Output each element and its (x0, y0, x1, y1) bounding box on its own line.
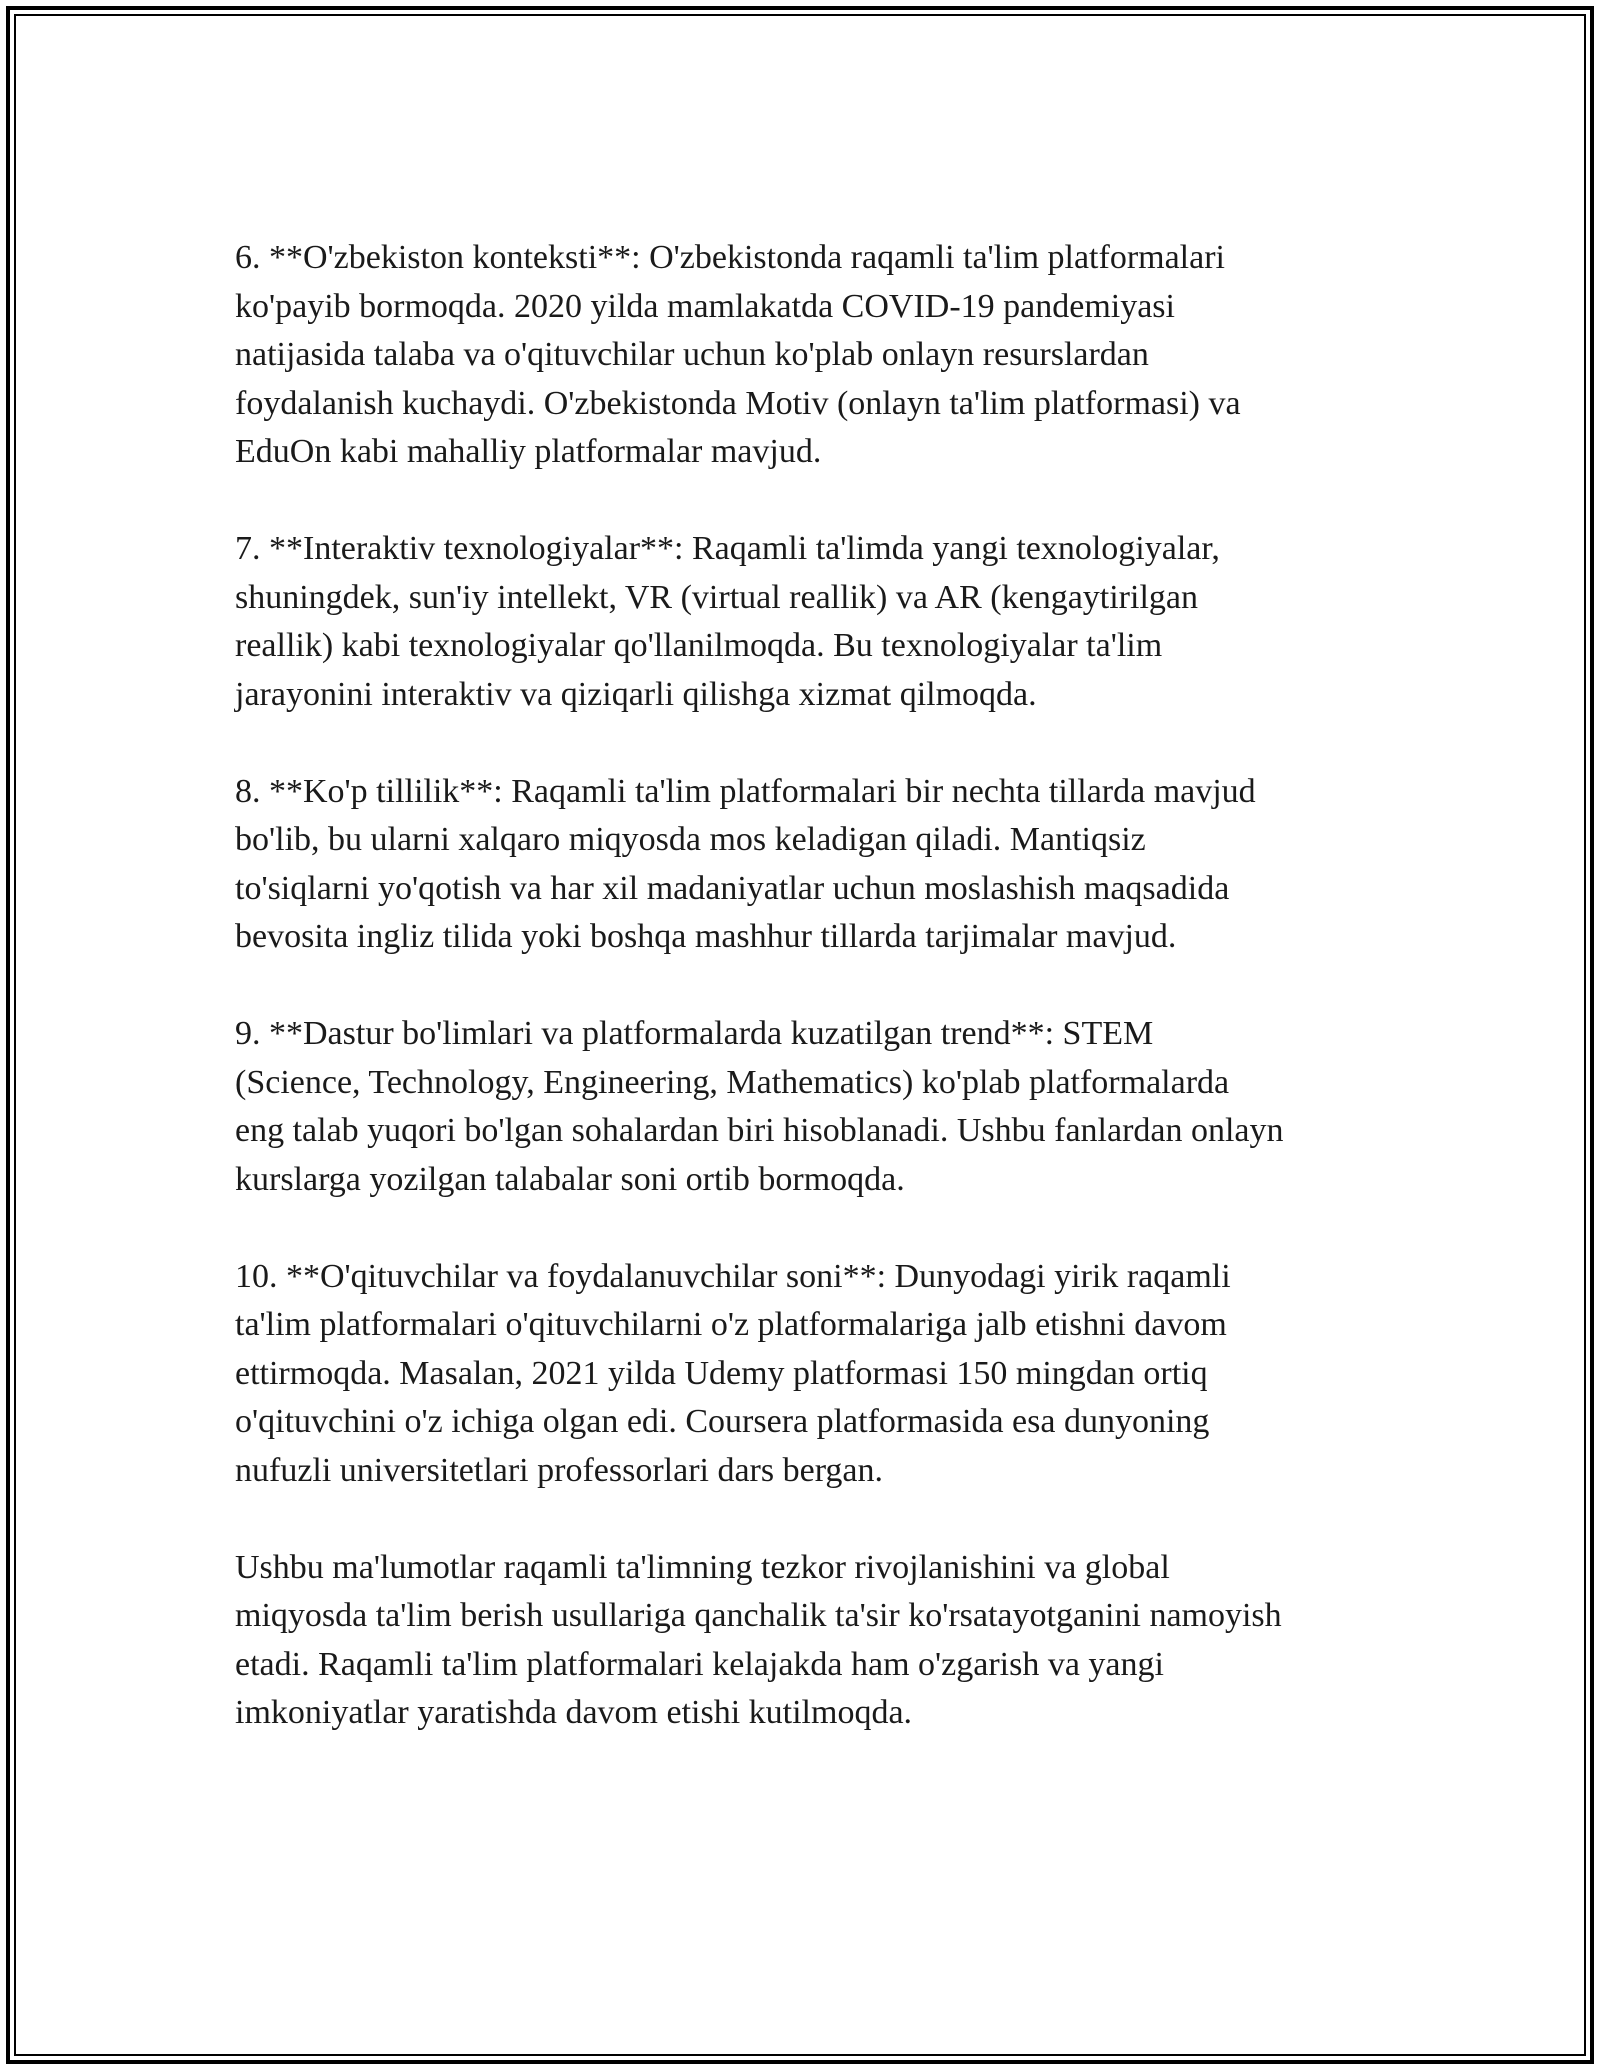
paragraph-conclusion: Ushbu ma'lumotlar raqamli ta'limning tezkor rivojlanishini va global miqyosda ta'lim berish usullariga qanchalik ta'sir ko'rsatayotganini namoyish etadi. Raqamli ta'lim platformalari kelajakda ham o'zgarish va yangi imkoniyatlar yaratishda davom etishi kutilmoqda. (235, 1548, 1282, 1731)
paragraph-instructors-users: 10. **O'qituvchilar va foydalanuvchilar soni**: Dunyodagi yirik raqamli ta'lim platformalari o'qituvchilarni o'z platformalariga jalb etishni davom ettirmoqda. Masalan, 2021 yilda Udemy platformasi 150 mingdan ortiq o'qituvchini o'z ichiga olgan edi. Coursera platformasida esa dunyoning nufuzli universitetlari professorlari dars bergan. (235, 1257, 1231, 1489)
paragraph-multilingualism: 8. **Ko'p tillilik**: Raqamli ta'lim platformalari bir nechta tillarda mavjud bo'lib, bu ularni xalqaro miqyosda mos keladigan qiladi. Mantiqsiz to'siqlarni yo'qotish va har xil madaniyatlar uchun moslashish maqsadida bevosita ingliz tilida yoki boshqa mashhur tillarda tarjimalar mavjud. (235, 772, 1256, 955)
paragraph-interactive-technologies: 7. **Interaktiv texnologiyalar**: Raqamli ta'limda yangi texnologiyalar, shuningdek, sun'iy intellekt, VR (virtual reallik) va AR (kengaytirilgan reallik) kabi texnologiyalar qo'llanilmoqda. Bu texnologiyalar ta'lim jarayonini interaktiv va qiziqarli qilishga xizmat qilmoqda. (235, 530, 1220, 713)
document-body (235, 234, 1380, 1738)
paragraph-program-trends: 9. **Dastur bo'limlari va platformalarda kuzatilgan trend**: STEM (Science, Technology, Engineering, Mathematics) ko'plab platformalarda eng talab yuqori bo'lgan sohalardan biri hisoblanadi. Ushbu fanlardan onlayn kurslarga yozilgan talabalar soni ortib bormoqda. (235, 1015, 1284, 1198)
paragraph-uzbekistan-context: 6. **O'zbekiston konteksti**: O'zbekistonda raqamli ta'lim platformalari ko'payib bormoqda. 2020 yilda mamlakatda COVID-19 pandemiyasi natijasida talaba va o'qituvchilar uchun ko'plab onlayn resurslardan foydalanish kuchaydi. O'zbekistonda Motiv (onlayn ta'lim platformasi) va EduOn kabi mahalliy platformalar mavjud. (235, 239, 1241, 470)
